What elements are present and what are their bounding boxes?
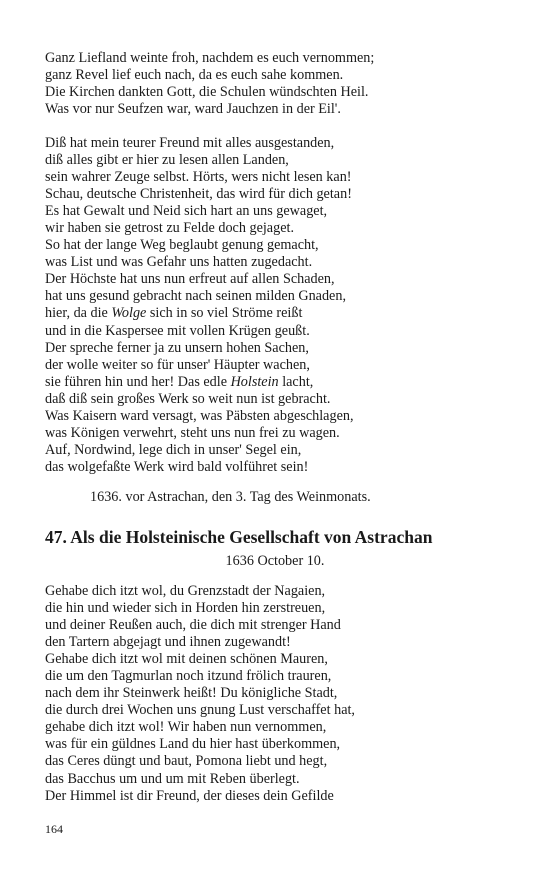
verse-line: die hin und wieder sich in Horden hin zerstreuen, bbox=[45, 600, 326, 617]
verse-line bbox=[45, 374, 354, 391]
verse-line: das Bacchus um und um mit Reben überlegt. bbox=[45, 770, 300, 787]
verse-segment: sich in so viel Ströme reißt bbox=[146, 305, 303, 322]
page-number: 164 bbox=[45, 822, 63, 836]
verse-line: das Ceres düngt und baut, Pomona liebt und hegt, bbox=[45, 753, 328, 770]
verse-line: was List und was Gefahr uns hatten zugedacht. bbox=[45, 254, 313, 271]
verse-line: was für ein güldnes Land du hier hast überkommen, bbox=[45, 736, 341, 753]
dateline: 1636. vor Astrachan, den 3. Tag des Weinmonats. bbox=[90, 489, 371, 505]
verse-line: und deiner Reußen auch, die dich mit strenger Hand bbox=[45, 617, 341, 634]
verse-line: Ganz Liefland weinte froh, nachdem es euch vernommen; bbox=[45, 50, 375, 66]
verse-line: Der Höchste hat uns nun erfreut auf allen Schaden, bbox=[45, 271, 335, 288]
verse-line: der wolle weiter so für unser' Häupter wachen, bbox=[45, 356, 310, 373]
verse-line: das wolgefaßte Werk wird bald volführet sein! bbox=[45, 458, 309, 475]
verse-line: gehabe dich itzt wol! Wir haben nun vernommen, bbox=[45, 719, 327, 736]
italic-place-name: Wolge bbox=[111, 305, 147, 322]
verse-segment: lacht, bbox=[278, 373, 314, 390]
verse-line: ganz Revel lief euch nach, da es euch sahe kommen. bbox=[45, 67, 344, 84]
stanza-3 bbox=[45, 583, 355, 805]
verse-line: Was vor nur Seufzen war, ward Jauchzen in der Eil'. bbox=[45, 101, 341, 118]
verse-line: Gehabe dich itzt wol mit deinen schönen Mauren, bbox=[45, 651, 328, 668]
verse-line: den Tartern abgejagt und ihnen zugewandt! bbox=[45, 634, 291, 651]
verse-line: Gehabe dich itzt wol, du Grenzstadt der Nagaien, bbox=[45, 583, 326, 599]
verse-line: sein wahrer Zeuge selbst. Hörts, wers nicht lesen kan! bbox=[45, 169, 352, 186]
verse-line: Schau, deutsche Christenheit, das wird für dich getan! bbox=[45, 186, 352, 203]
poem-title: 47. Als die Holsteinische Gesellschaft von Astrachan bbox=[45, 527, 433, 547]
verse-line: die um den Tagmurlan noch itzund frölich trauren, bbox=[45, 668, 332, 685]
verse-line: nach dem ihr Steinwerk heißt! Du königliche Stadt, bbox=[45, 685, 338, 702]
verse-line: was Königen verwehrt, steht uns nun frei zu wagen. bbox=[45, 424, 340, 441]
verse-line: Der spreche ferner ja zu unsern hohen Sachen, bbox=[45, 339, 309, 356]
verse-line: und in die Kaspersee mit vollen Krügen geußt. bbox=[45, 322, 310, 339]
verse-segment: sie führen hin und her! Das edle bbox=[45, 373, 231, 390]
verse-line bbox=[45, 305, 354, 322]
verse-segment: hier, da die bbox=[45, 305, 112, 322]
verse-line: Es hat Gewalt und Neid sich hart an uns gewaget, bbox=[45, 203, 328, 220]
stanza-2 bbox=[45, 135, 354, 476]
verse-line: diß alles gibt er hier zu lesen allen Landen, bbox=[45, 152, 289, 169]
verse-line: hat uns gesund gebracht nach seinen milden Gnaden, bbox=[45, 288, 346, 305]
verse-line: Der Himmel ist dir Freund, der dieses dein Gefilde bbox=[45, 787, 334, 804]
verse-line: die durch drei Wochen uns gnung Lust verschaffet hat, bbox=[45, 702, 355, 719]
verse-line: Auf, Nordwind, lege dich in unser' Segel ein, bbox=[45, 441, 302, 458]
verse-line: Diß hat mein teurer Freund mit alles ausgestanden, bbox=[45, 135, 335, 151]
verse-line: daß diß sein großes Werk so weit nun ist gebracht. bbox=[45, 390, 331, 407]
verse-line: Was Kaisern ward versagt, was Päbsten abgeschlagen, bbox=[45, 407, 354, 424]
verse-line: Die Kirchen dankten Gott, die Schulen wündschten Heil. bbox=[45, 84, 369, 101]
verse-line: So hat der lange Weg beglaubt genung gemacht, bbox=[45, 237, 319, 254]
poem-date: 1636 October 10. bbox=[225, 553, 325, 569]
verse-line: wir haben sie getrost zu Felde doch gejaget. bbox=[45, 220, 294, 237]
stanza-1 bbox=[45, 50, 374, 118]
italic-place-name: Holstein bbox=[230, 373, 279, 390]
